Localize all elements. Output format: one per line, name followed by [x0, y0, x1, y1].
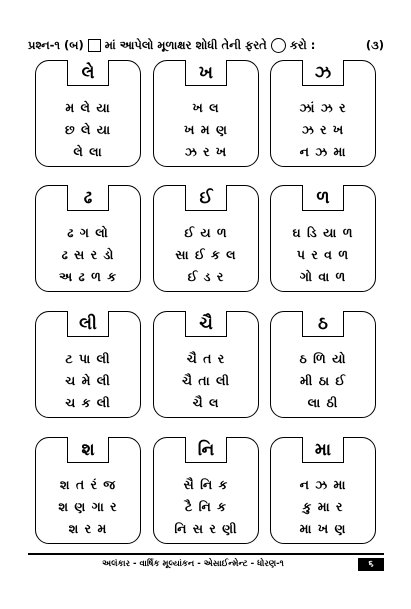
card-word: ઝ ર ખ [301, 122, 345, 137]
card-word: સા ઈ ક લ [175, 247, 237, 262]
card-word-list [271, 474, 375, 540]
card-letter: ઢ [67, 185, 109, 211]
card-word: લે લા [73, 144, 103, 159]
footer-text: અલંકાર - વાર્ષિક મૂલ્યાંકન - એસાઈન્મેન્ટ - ધોરણ-૧ [102, 559, 284, 569]
card-word: ટૈ નિ ક [185, 499, 227, 514]
card-letter: ઈ [185, 185, 227, 211]
card-word: ચ ક લી [65, 395, 111, 410]
letter-card [35, 185, 141, 292]
page-number: ૬ [358, 558, 384, 571]
card-word: ગો વા ળ [299, 269, 347, 284]
card-letter: ળ [302, 185, 344, 211]
card-word: સૈ નિ ક [183, 477, 229, 492]
page-footer [28, 557, 384, 571]
card-word: છ લે યા [64, 122, 112, 137]
card-word-list [154, 474, 258, 540]
letter-card [270, 437, 376, 544]
card-word: મ લે યા [65, 100, 111, 115]
card-letter: ઝ [302, 60, 344, 86]
question-marks: (૩) [365, 37, 384, 52]
card-word: ચૈ ત ર [186, 351, 226, 366]
letter-card [270, 185, 376, 292]
letter-card [153, 60, 259, 167]
card-word: મી ઠા ઈ [299, 373, 347, 388]
footer-divider [28, 553, 384, 555]
card-word: ન ઝ મા [299, 477, 347, 492]
card-word-list [154, 97, 258, 163]
card-word-list [271, 97, 375, 163]
card-word: ઢ સ ર ડો [61, 247, 115, 262]
card-word: ખ લ [192, 100, 220, 115]
letter-card [270, 60, 376, 167]
card-word: ખ મ ણ [184, 122, 228, 137]
question-prefix: પ્રશ્ન-૧ (બ) [28, 37, 84, 52]
card-letter: લી [67, 311, 109, 337]
letter-card [153, 311, 259, 418]
card-letter: ચૈ [185, 311, 227, 337]
card-word: અ ઢ ળ ક [58, 269, 118, 284]
card-word-list [36, 474, 140, 540]
card-word: શ ત રં જ [59, 477, 117, 492]
question-text-end: કરો : [289, 37, 316, 52]
card-word: ન ઝ મા [299, 144, 347, 159]
card-word: શ ણ ગા ર [58, 499, 118, 514]
square-icon [88, 39, 101, 52]
card-word: પ ર વ ળ [296, 247, 350, 262]
question-text: માં આપેલો મૂળાક્ષર શોધી તેની ફરતે [104, 37, 267, 52]
card-word-list [36, 222, 140, 288]
card-letter: નિ [185, 437, 227, 463]
card-word: ટ પા લી [65, 351, 111, 366]
card-word: ચૈ લ [192, 395, 220, 410]
letter-card [35, 60, 141, 167]
card-word-list [36, 97, 140, 163]
card-letter: શ [67, 437, 109, 463]
card-word-list [154, 222, 258, 288]
circle-icon [271, 38, 286, 53]
letter-card [270, 311, 376, 418]
card-word-list [271, 222, 375, 288]
card-word: ઈ ય ળ [184, 225, 228, 240]
letter-card [35, 311, 141, 418]
card-letter: મા [302, 437, 344, 463]
card-word: લા ઠી [307, 395, 339, 410]
card-word: ઠ ળિ યો [299, 351, 347, 366]
card-word: મા ખ ણ [299, 521, 347, 536]
card-word-list [36, 348, 140, 414]
card-word: નિ સ ર ણી [174, 521, 238, 536]
card-word: કુ મા ર [302, 499, 344, 514]
card-letter: ખ [185, 60, 227, 86]
card-letter: ઠ [302, 311, 344, 337]
question-header [28, 34, 384, 56]
card-word-list [271, 348, 375, 414]
card-word: ચૈ તા લી [181, 373, 231, 388]
card-letter: લે [67, 60, 109, 86]
letter-card [35, 437, 141, 544]
letter-card [153, 437, 259, 544]
card-word: ઝ ર ખ [184, 144, 228, 159]
letter-card [153, 185, 259, 292]
card-word: શ ર મ [68, 521, 108, 536]
card-word: ચ મે લી [65, 373, 111, 388]
card-word-list [154, 348, 258, 414]
card-word: ઘ ડિ યા ળ [292, 225, 354, 240]
card-word: ઝાં ઝ ર [299, 100, 347, 115]
card-word: ઈ ડ ર [187, 269, 225, 284]
card-word: ઢ ગ લો [67, 225, 109, 240]
